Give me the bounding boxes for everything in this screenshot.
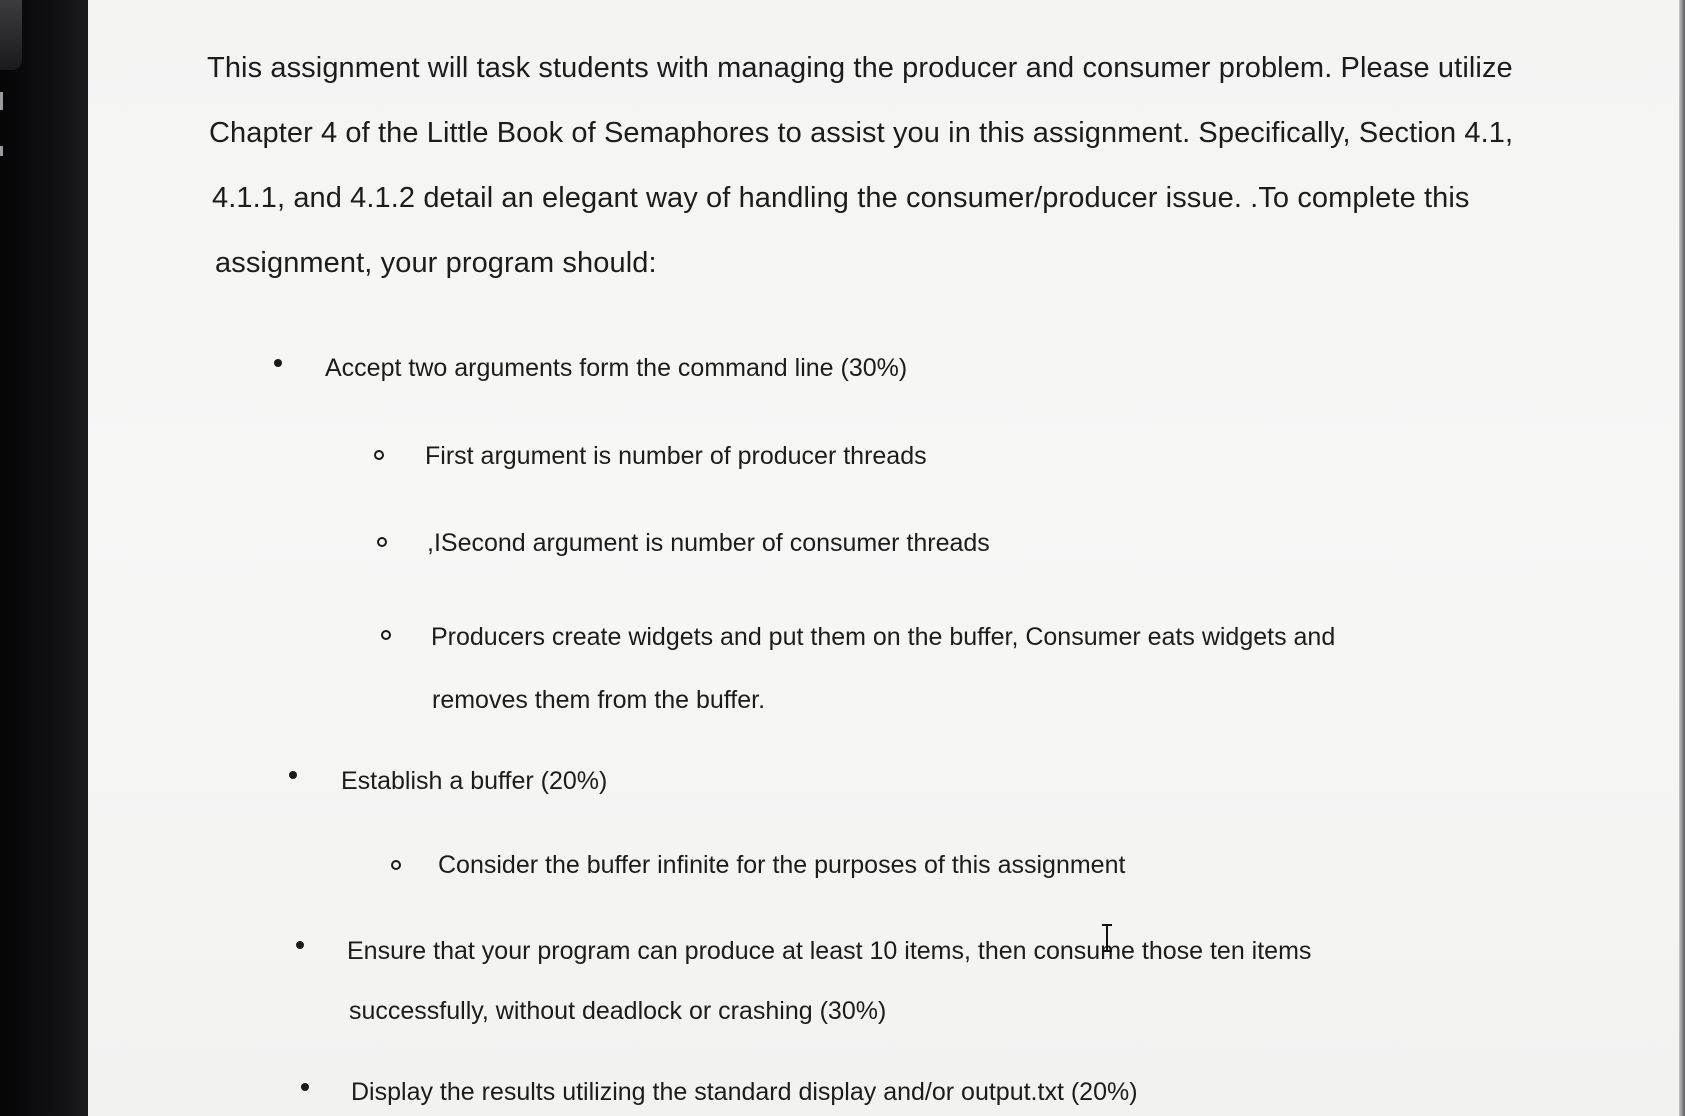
requirement-continuation: successfully, without deadlock or crashing (30%) bbox=[349, 997, 887, 1025]
bezel-mark bbox=[0, 92, 3, 110]
intro-line: This assignment will task students with managing the producer and consumer problem. Please utilize bbox=[207, 52, 1513, 84]
intro-line: Chapter 4 of the Little Book of Semaphores to assist you in this assignment. Specifically, Section 4.1, bbox=[209, 117, 1514, 149]
bullet-dot-icon bbox=[296, 941, 304, 949]
requirement-item: Establish a buffer (20%) bbox=[341, 767, 608, 795]
bezel-glint bbox=[0, 0, 22, 70]
intro-line: assignment, your program should: bbox=[215, 247, 657, 279]
bullet-circle-icon bbox=[374, 450, 384, 460]
bullet-circle-icon bbox=[381, 630, 391, 640]
bezel-mark bbox=[0, 146, 3, 156]
bullet-dot-icon bbox=[289, 771, 297, 779]
subitem-continuation: removes them from the buffer. bbox=[432, 686, 766, 714]
requirement-item: Ensure that your program can produce at least 10 items, then consume those ten items bbox=[347, 937, 1312, 965]
text-cursor-icon bbox=[1100, 924, 1114, 952]
subitem: Consider the buffer infinite for the purposes of this assignment bbox=[438, 851, 1126, 879]
bullet-circle-icon bbox=[377, 537, 387, 547]
intro-line: 4.1.1, and 4.1.2 detail an elegant way of handling the consumer/producer issue. .To complete this bbox=[212, 182, 1470, 214]
subitem: First argument is number of producer threads bbox=[425, 442, 927, 470]
bullet-dot-icon bbox=[274, 359, 282, 367]
bullet-dot-icon bbox=[301, 1083, 309, 1091]
document-page bbox=[88, 0, 1679, 1116]
subitem: ,ISecond argument is number of consumer threads bbox=[427, 529, 990, 557]
subitem: Producers create widgets and put them on the buffer, Consumer eats widgets and bbox=[431, 623, 1336, 651]
bullet-circle-icon bbox=[391, 860, 401, 870]
requirement-item: Accept two arguments form the command line (30%) bbox=[325, 354, 908, 382]
requirement-item: Display the results utilizing the standard display and/or output.txt (20%) bbox=[351, 1078, 1138, 1106]
monitor-bezel bbox=[0, 0, 88, 1116]
monitor-edge bbox=[1679, 0, 1685, 1116]
